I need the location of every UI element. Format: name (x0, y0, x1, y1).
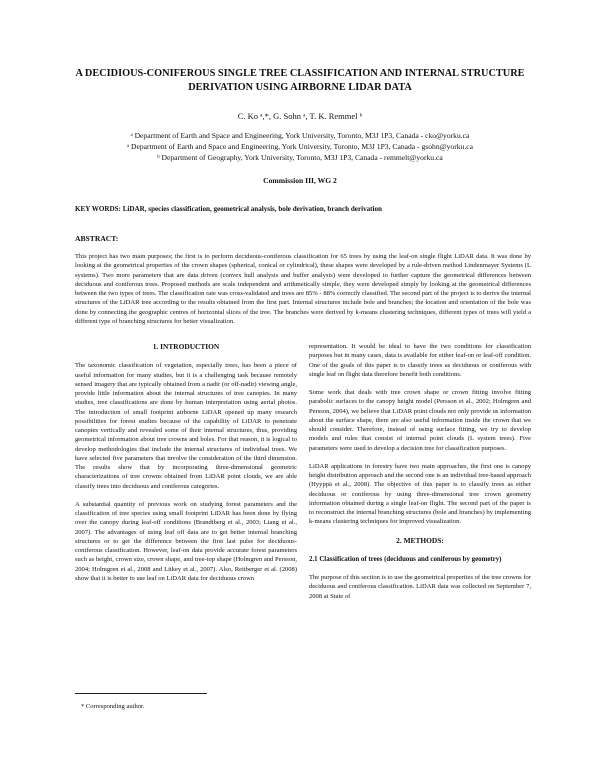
intro-paragraph-4: Some work that deals with tree crown shape or crown fitting involve fitting parabolic surfaces to the canopy height model (Persson et al., 2002; Holmgren and Persson, 2004), we believe that LiDAR point clouds not only provide us information about the surface shape, there are also useful information inside the crown that we should consider. Therefore, instead of using surface fitting, we try to develop models and rules that consist of internal point clouds (L system trees). Five parameters were used to develop a decision tree for classification purposes. (309, 389, 531, 452)
intro-paragraph-2: A substantial quantity of previous work on studying forest parameters and the classification of tree species using small footprint LiDAR has been done by flying over the canopy during leaf-off conditions (Brandtberg et al., 2003; Liang et al., 2007). The advantages of using leaf off data are to get better internal branching structures or to get the difference between the first last pulse for deciduous-coniferous classification. However, leaf-on data provide accurate forest parameters such as height, crown size, crown shape, and tree-top shape (Holmgren and Persson, 2004; Holmgren et al., 2008 and Litkey et al., 2007). Also, Reitberger et al. (2008) show that it is better to use leaf on LiDAR data for deciduous crown (75, 500, 297, 582)
commission-line: Commission III, WG 2 (263, 176, 337, 185)
abstract-heading: ABSTRACT: (75, 234, 119, 243)
left-column (75, 342, 297, 592)
intro-paragraph-1: The taxonomic classification of vegetation, especially trees, has been a piece of useful information for many studies, but it is a challenging task because remotely sensed imagery that are typically obtained from a nadir (or off-nadir) viewing angle, provide little information about the internal structures of tree canopies. In many studies, tree classifications are done by human interpretation using aerial photos. The introduction of small footprint airborne LiDAR opened up many research possibilities for forest studies because of the capability of LiDAR to penetrate canopies vertically and revealed some of their internal structures, thus, providing geometrical information about tree crowns and boles. For that reason, it is logical to develop methodologies that include the internal structures of individual trees. We have selected five parameters that involve the consideration of the third dimension. The results show that by incorporating three-dimensional geometric characterizations of tree crowns obtained from LiDAR point clouds, we are able classify trees into deciduous and coniferous categories. (75, 362, 297, 490)
subsection-heading: 2.1 Classification of trees (deciduous and coniferous by geometry) (309, 555, 502, 563)
methods-paragraph-1: The purpose of this section is to use the geometrical properties of the tree crowns for deciduous and coniferous classification. LiDAR data was collected on September 7, 2008 at State of (309, 574, 531, 600)
author-list: C. Ko ᵃ,*, G. Sohn ᵃ, T. K. Remmel ᵇ (237, 111, 363, 121)
footnote-divider (75, 693, 207, 694)
intro-paragraph-3: representation. It would be ideal to have the two conditions for classification purposes but in many cases, data is available for either leaf-on or leaf-off condition. One of the goals of this paper is to classify trees as deciduous or coniferous with single leaf on flight data therefore benefit both conditions. (309, 343, 531, 378)
paper-title: A DECIDIOUS-CONIFEROUS SINGLE TREE CLASSIFICATION AND INTERNAL STRUCTURE DERIVATION USING AIRBORNE LIDAR DATA (75, 68, 525, 93)
abstract-text: This project has two main purposes; the first is to perform deciduous-coniferous classification for 65 trees by using the leaf-on single flight LiDAR data. It was done by looking at the geometrical properties of the crown shapes (spherical, conical or cylindrical), these shapes were developed by a rule-driven method Lindenmayer Systems (L systems). Two more parameters that are data driven (convex hull analysis and buffer analysis) were developed to further capture the geometrical differences between deciduous and coniferous trees. Proposed methods are scale independent and arithmetically simple, they were developed simply by looking at the geometrical differences between the two types of trees. The classification rate was cross-validated and trees are 85% - 88% correctly classified. The second part of the project is to derive the internal structures of the LiDAR tree according to the results obtained from the first part. Internal structures include bole and branches; the location and orientation of the bole was done by connecting the geographic centres of horizontal slices of the tree. The branches were derived by k-means clustering techniques, different types of trees will yield a different type of branching structures for better visualization. (75, 253, 531, 325)
intro-paragraph-5: LiDAR applications in forestry have two main approaches, the first one is canopy height distribution approach and the second one is an individual tree-based approach (Hyyppä et al., 2008). The objective of this paper is to classify trees as either deciduous or coniferous by using three-dimensional tree crown geometry information obtained during a single leaf-on flight. The second part of the paper is to reconstruct the internal branching structures (bole and branches) by implementing k-means clustering techniques for improved visualization. (309, 462, 531, 526)
introduction-heading: 1. INTRODUCTION (152, 342, 220, 351)
methods-heading: 2. METHODS: (396, 535, 444, 545)
footnote: * Corresponding author. (81, 703, 145, 710)
affiliation-1: ᵃ Department of Earth and Space and Engineering, York University, Toronto, M3J 1P3, Canada - cko@yorku.ca (130, 131, 470, 140)
affiliation-2: ᵃ Department of Earth and Space and Engineering, York University, Toronto, M3J 1P3, Canada - gsohn@yorku.ca (127, 142, 473, 151)
keywords-line: KEY WORDS: LiDAR, species classification, geometrical analysis, bole derivation, branch derivation (75, 205, 382, 213)
right-column (309, 342, 531, 610)
affiliation-3: ᵇ Department of Geography, York University, Toronto, M3J 1P3, Canada - remmelt@yorku.ca (157, 153, 443, 162)
